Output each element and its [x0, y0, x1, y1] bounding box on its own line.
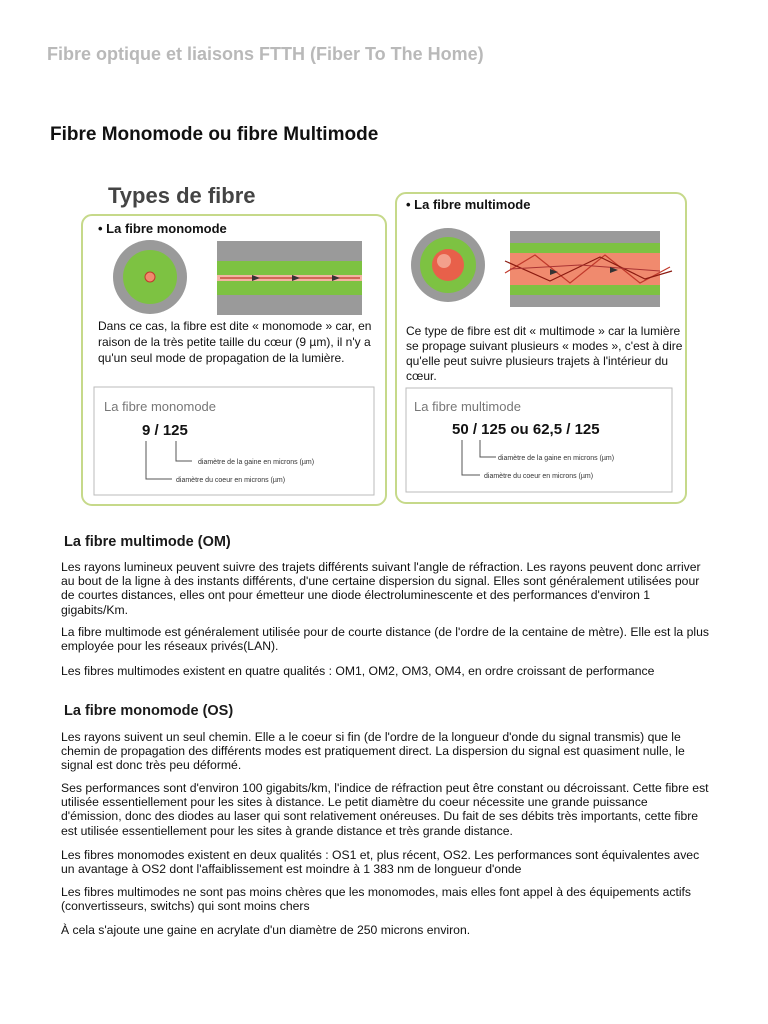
mono-label-gaine: diamètre de la gaine en microns (µm): [198, 459, 315, 466]
mono-spec-value: 9 / 125: [142, 422, 188, 439]
os-paragraph-1: Les rayons suivent un seul chemin. Elle a le coeur si fin (de l'ordre de la longueur d'onde du signal transmis) que le chemin de propagation des différents modes est pratiquement direct. La dispersion du signal est quasiment nulle, le signal est donc très peu déformé.: [61, 730, 685, 773]
os-section-title: La fibre monomode (OS): [64, 703, 234, 719]
mono-cross-section-core: [145, 272, 155, 282]
multi-desc-line-1: Ce type de fibre est dit « multimode » car la lumière: [406, 324, 681, 338]
header-title: Fibre optique et liaisons FTTH (Fiber To The Home): [47, 44, 484, 64]
multi-spec-value: 50 / 125 ou 62,5 / 125: [452, 421, 600, 438]
figure-heading: Types de fibre: [108, 183, 256, 208]
mono-desc-line-3: qu'un seul mode de propagation de la lumière.: [98, 351, 345, 365]
mono-label-coeur: diamètre du coeur en microns (µm): [176, 477, 286, 484]
om-paragraph-3: Les fibres multimodes existent en quatre qualités : OM1, OM2, OM3, OM4, en ordre croissant de performance: [61, 664, 655, 678]
multi-desc-line-2: se propage suivant plusieurs « modes », c'est à dire: [406, 339, 683, 353]
multi-cross-section-core-highlight: [437, 254, 451, 268]
multi-label-gaine: diamètre de la gaine en microns (µm): [498, 455, 615, 462]
multi-desc-line-3: qu'elle peut suivre plusieurs trajets à l'intérieur du: [406, 354, 669, 368]
mono-spec-title: La fibre monomode: [104, 399, 217, 414]
om-section-title: La fibre multimode (OM): [64, 534, 231, 550]
os-paragraph-4: Les fibres multimodes ne sont pas moins chères que les monomodes, mais elles font appel à des équipements actifs (convertisseurs, switchs) qui sont moins chers: [61, 885, 692, 914]
fiber-types-figure: [80, 175, 690, 510]
multi-desc-line-4: cœur.: [406, 369, 437, 383]
om-paragraph-1: Les rayons lumineux peuvent suivre des trajets différents suivant l'angle de réfraction. Les rayons peuvent donc arriver au bout de la ligne à des instants différents, d'une certaine dispersion du signal. Elles sont généralement utilisées pour de courtes distances, elles ont pour émetteur une diode électroluminescente et des performances d'environ 1 gigabits/Km.: [61, 560, 701, 617]
mono-desc-line-2: raison de la très petite taille du cœur (9 µm), il n'y a: [98, 335, 371, 349]
os-paragraph-3: Les fibres monomodes existent en deux qualités : OS1 et, plus récent, OS2. Les performances sont équivalentes avec un avantage à OS2 dont l'affaiblissement est moindre à 1 383 nm de longueur d'onde: [61, 848, 700, 877]
multi-label-coeur: diamètre du coeur en microns (µm): [484, 473, 594, 480]
mono-desc-line-1: Dans ce cas, la fibre est dite « monomode » car, en: [98, 319, 372, 333]
os-paragraph-5: À cela s'ajoute une gaine en acrylate d'un diamètre de 250 microns environ.: [61, 923, 471, 937]
os-paragraph-2: Ses performances sont d'environ 100 gigabits/km, l'indice de réfraction peut être constant ou décroissant. Cette fibre est utilisée essentiellement pour les sites à distance. Le petit diamètre du coeur nécessite une grande puissance d'émission, donc des diodes au laser qui sont relativement onéreuses. Du fait de ses débits très importants, cette fibre est utilisée essentiellement pour les sites à grande distance et très grande distance.: [61, 781, 709, 838]
om-paragraph-2: La fibre multimode est généralement utilisée pour de courte distance (de l'ordre de la centaine de mètre). Elle est la plus employée pour les réseaux privés(LAN).: [61, 625, 709, 654]
multi-spec-title: La fibre multimode: [414, 399, 521, 414]
page-title: Fibre Monomode ou fibre Multimode: [50, 124, 379, 145]
mono-desc: [98, 319, 375, 365]
multi-bullet: • La fibre multimode: [406, 197, 531, 212]
mono-bullet: • La fibre monomode: [98, 221, 227, 236]
